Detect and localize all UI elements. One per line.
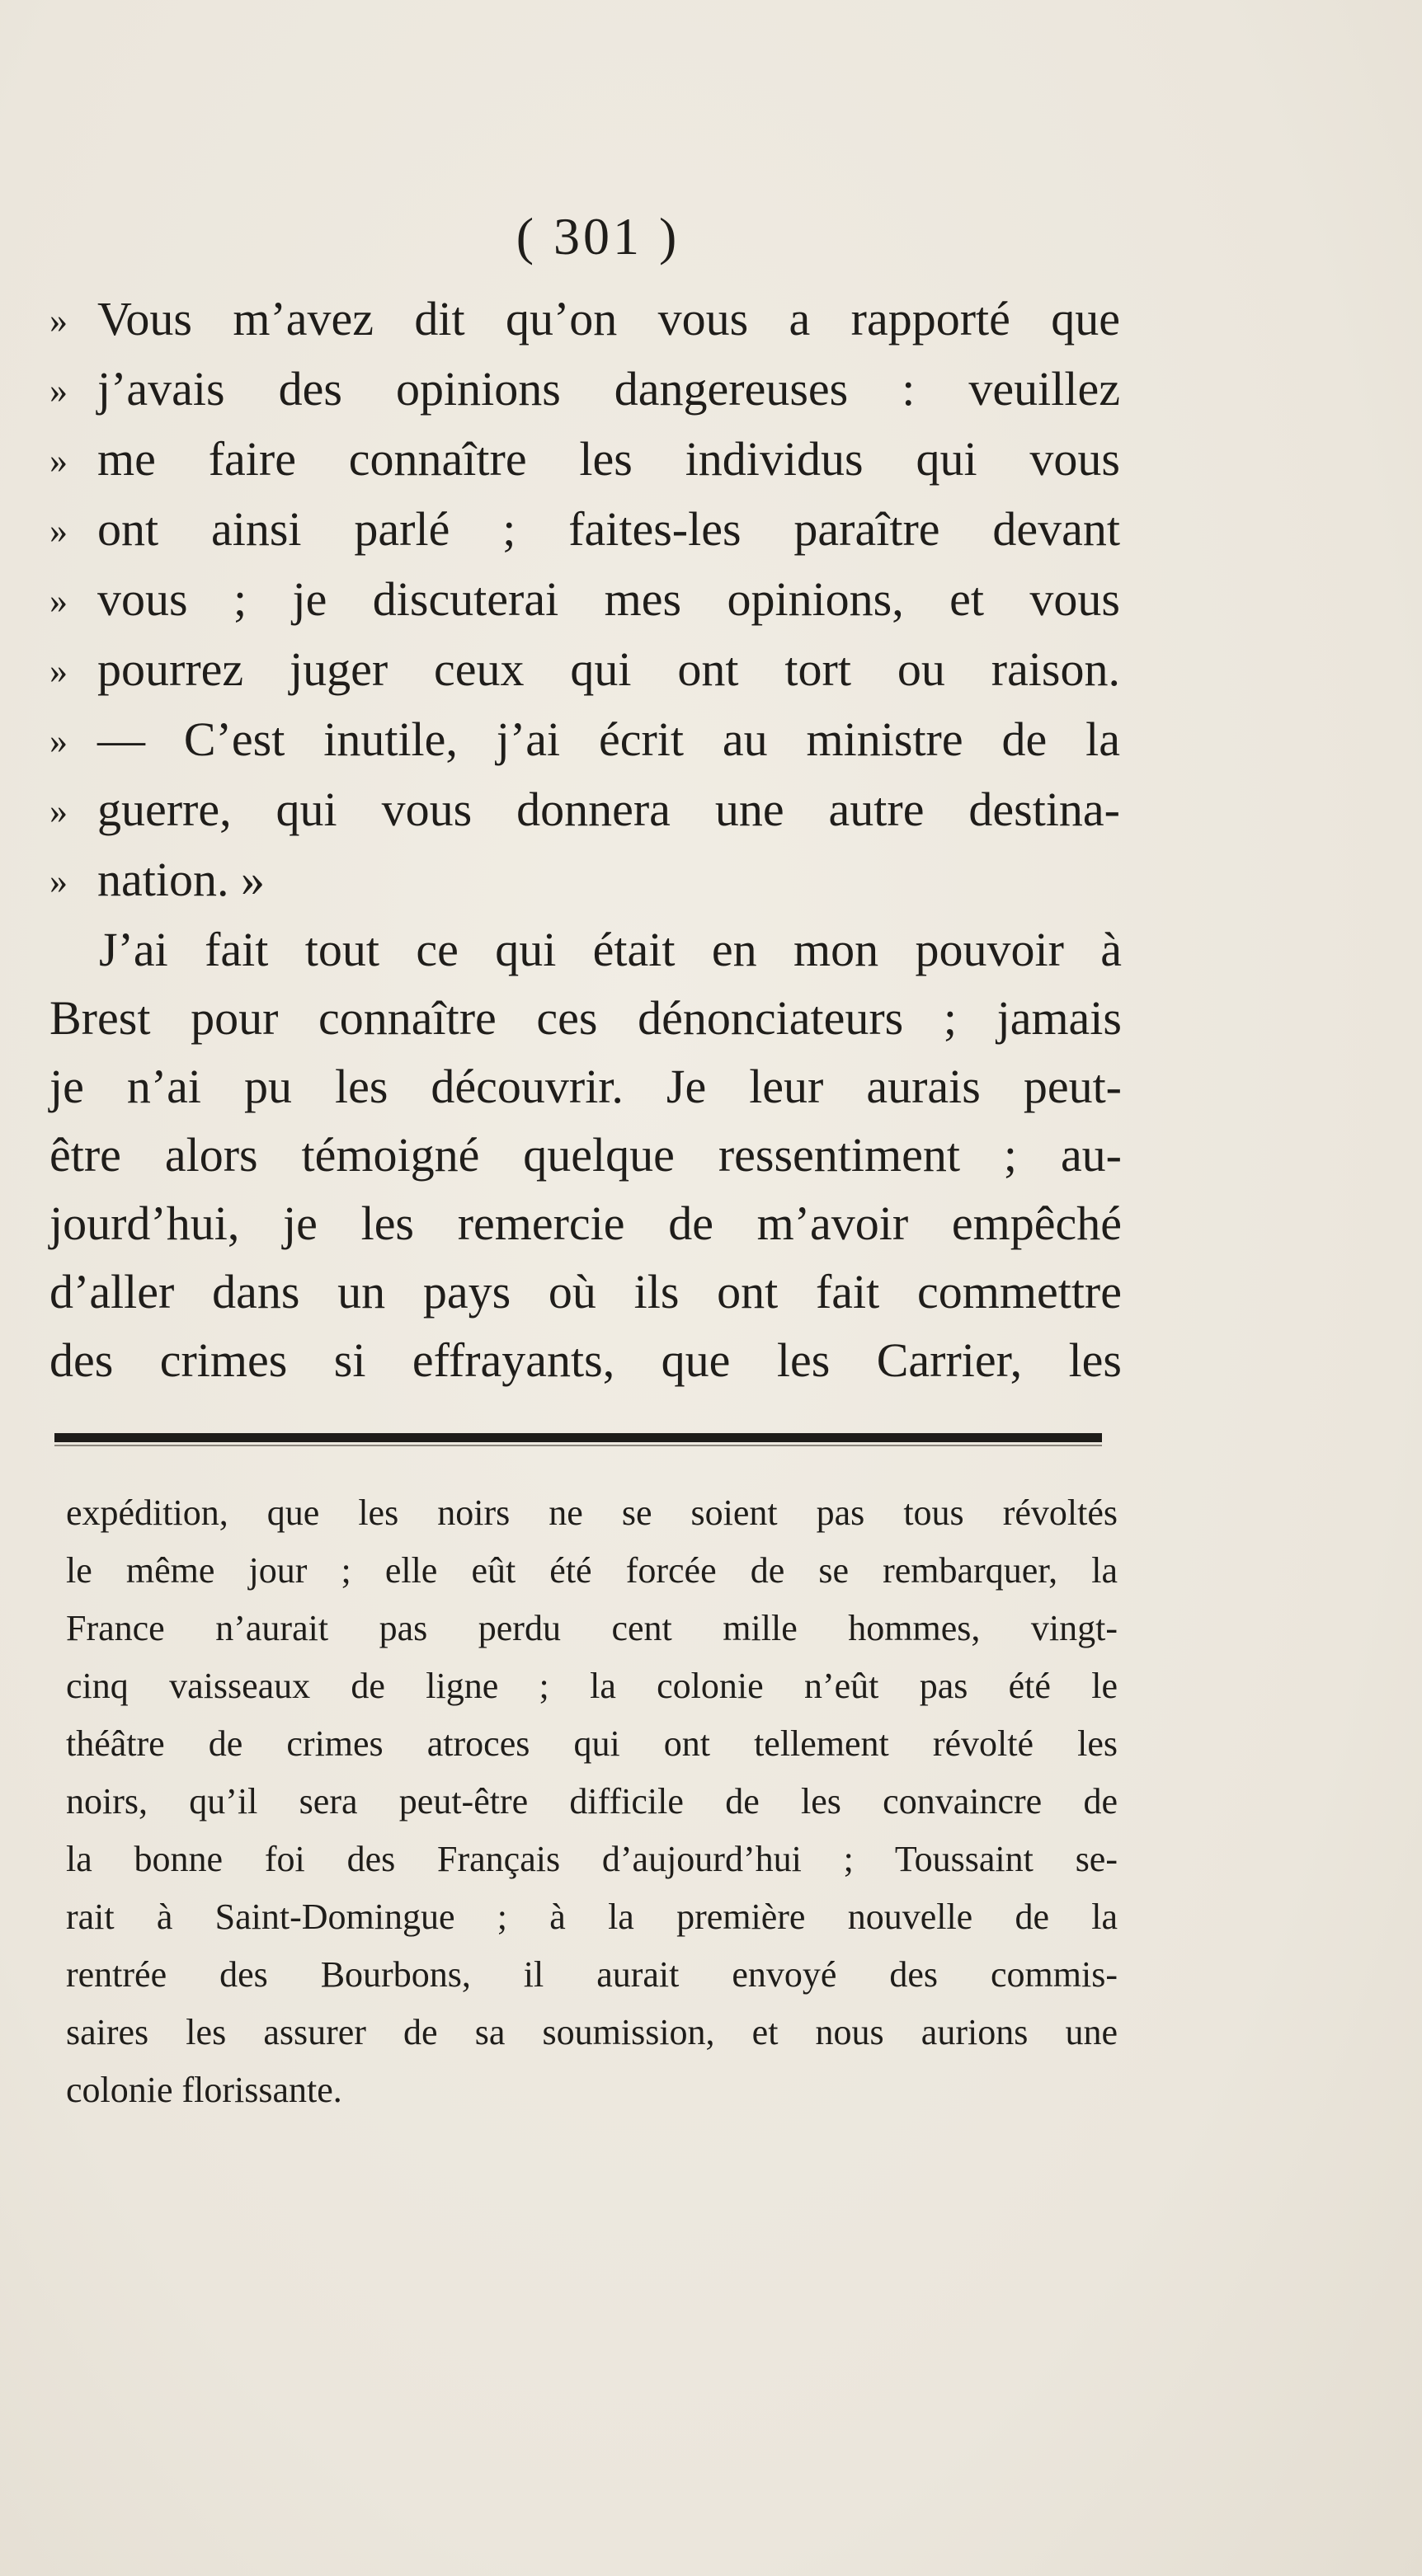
paragraph-line: des crimes si effrayants, que les Carrier, les [49, 1333, 1122, 1387]
footnote-line: noirs, qu’il sera peut-être difficile de les convaincre de [66, 1781, 1118, 1822]
quote-mark: » [49, 791, 68, 831]
quote-mark: » [49, 510, 68, 551]
quote-mark: » [49, 581, 68, 621]
paragraph-line: J’ai fait tout ce qui était en mon pouvoir à [99, 923, 1122, 976]
quoted-line [49, 565, 1122, 635]
quoted-line-text: ont ainsi parlé ; faites-les paraître devant [97, 502, 1120, 556]
footnote-line: rentrée des Bourbons, il aurait envoyé des commis- [66, 1954, 1118, 1995]
footnote-line: la bonne foi des Français d’aujourd’hui ; Toussaint se- [66, 1839, 1118, 1879]
quote-mark: » [49, 721, 68, 761]
footnote-line: expédition, que les noirs ne se soient pas tous révoltés [66, 1492, 1118, 1533]
quoted-line [49, 425, 1122, 495]
quoted-line-text: j’avais des opinions dangereuses : veuillez [97, 362, 1120, 416]
quoted-line [49, 355, 1122, 425]
quoted-line [49, 635, 1122, 705]
quoted-line-text: vous ; je discuterai mes opinions, et vous [97, 572, 1120, 626]
main-text [49, 284, 1122, 1394]
footnote-line: rait à Saint-Domingue ; à la première nouvelle de la [66, 1897, 1118, 1937]
quoted-line [49, 775, 1122, 845]
footnote-separator-rule [54, 1433, 1102, 1442]
quoted-line [49, 845, 1122, 915]
quote-mark: » [49, 370, 68, 411]
quote-mark: » [49, 440, 68, 481]
quoted-line-text: guerre, qui vous donnera une autre destina- [97, 783, 1120, 836]
footnote-line: cinq vaisseaux de ligne ; la colonie n’eût pas été le [66, 1666, 1118, 1706]
quoted-line [49, 495, 1122, 565]
paragraph-line: je n’ai pu les découvrir. Je leur aurais peut- [49, 1060, 1122, 1113]
page-number: ( 301 ) [516, 207, 680, 266]
quote-mark: » [49, 861, 68, 901]
quoted-line-text: Vous m’avez dit qu’on vous a rapporté que [97, 292, 1120, 346]
quoted-line [49, 705, 1122, 775]
footnote-line: colonie florissante. [66, 2070, 342, 2110]
quoted-line-text: pourrez juger ceux qui ont tort ou raison. [97, 642, 1120, 696]
paragraph-line: être alors témoigné quelque ressentiment ; au- [49, 1128, 1122, 1182]
quote-mark: » [49, 651, 68, 691]
footnote [66, 1484, 1118, 2119]
footnote-line: théâtre de crimes atroces qui ont tellement révolté les [66, 1723, 1118, 1764]
footnote-line: le même jour ; elle eût été forcée de se rembarquer, la [66, 1550, 1118, 1591]
quoted-line-text: — C’est inutile, j’ai écrit au ministre de la [97, 712, 1120, 766]
quoted-line-text: me faire connaître les individus qui vous [97, 432, 1120, 486]
footnote-line: saires les assurer de sa soumission, et nous aurions une [66, 2012, 1118, 2052]
footnote-line: France n’aurait pas perdu cent mille hommes, vingt- [66, 1608, 1118, 1648]
paragraph-line: d’aller dans un pays où ils ont fait commettre [49, 1265, 1122, 1319]
paragraph-line: jourd’hui, je les remercie de m’avoir empêché [49, 1196, 1122, 1250]
quoted-line [49, 284, 1122, 355]
footnote-separator-hairline [54, 1445, 1102, 1446]
quoted-line-text: nation. » [97, 853, 265, 906]
quote-mark: » [49, 300, 68, 341]
paragraph-line: Brest pour connaître ces dénonciateurs ; jamais [49, 991, 1122, 1045]
